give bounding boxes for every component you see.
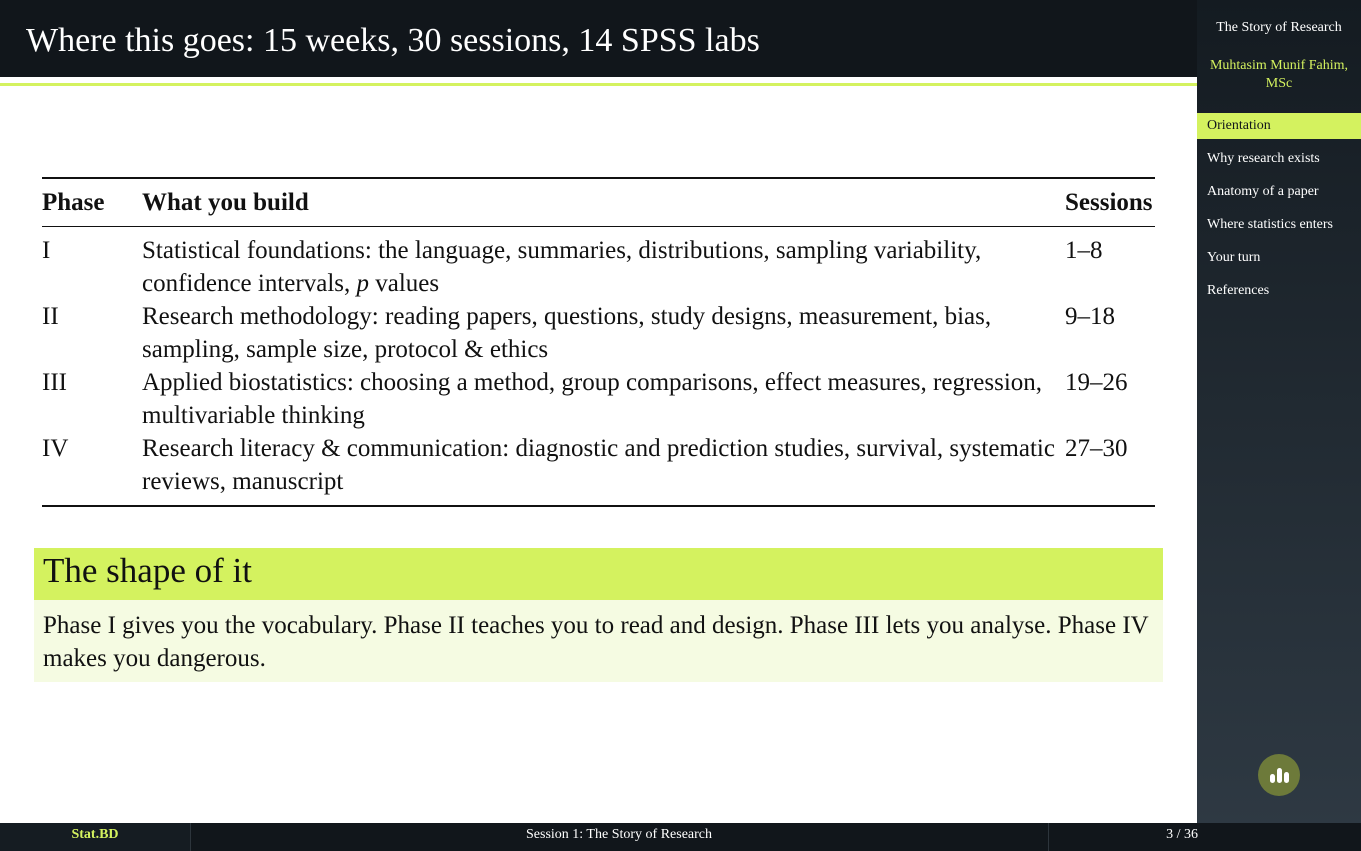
title-bar: [0, 0, 1197, 77]
sidebar-item-why-research-exists[interactable]: Why research exists: [1207, 151, 1320, 166]
phase-cell: II: [42, 303, 59, 330]
sidebar-item-anatomy-of-a-paper[interactable]: Anatomy of a paper: [1207, 184, 1319, 199]
sidebar-title: The Story of Research: [1216, 20, 1342, 35]
table-header-row: [42, 178, 1155, 227]
sessions-cell: 1–8: [1065, 237, 1103, 264]
sessions-cell: 9–18: [1065, 303, 1115, 330]
header-what-you-build: What you build: [142, 178, 1065, 227]
header-sessions: Sessions: [1065, 178, 1155, 227]
block-header: [34, 548, 1163, 600]
sidebar-item-where-statistics-enters[interactable]: Where statistics enters: [1207, 217, 1333, 232]
table-row: [42, 432, 1155, 506]
footer-page-number: 3 / 36: [1166, 827, 1198, 842]
phase-cell: III: [42, 369, 67, 396]
build-cell: [142, 227, 1065, 301]
table-row: [42, 300, 1155, 366]
build-text: Applied biostatistics: choosing a method, group comparisons, effect measures, regression, multivariable thinking: [142, 369, 1043, 429]
sidebar-item-your-turn[interactable]: Your turn: [1207, 250, 1261, 265]
sidebar-nav: [1197, 113, 1361, 311]
build-text: Statistical foundations: the language, summaries, distributions, sampling variability, confidence intervals,: [142, 237, 982, 297]
build-text: Research methodology: reading papers, questions, study designs, measurement, bias, sampling, sample size, protocol & ethics: [142, 303, 992, 363]
summary-block: [34, 548, 1163, 682]
sidebar-author: Muhtasim Munif Fahim, MSc: [1209, 58, 1349, 91]
bar-chart-icon: [1258, 754, 1300, 796]
phase-cell: I: [42, 237, 51, 264]
phase-table: [42, 177, 1155, 507]
footer: [0, 823, 1361, 851]
phase-cell: IV: [42, 435, 69, 462]
build-cell: [142, 432, 1065, 506]
sidebar-item-orientation[interactable]: Orientation: [1197, 113, 1361, 139]
table-row: [42, 366, 1155, 432]
header-phase: Phase: [42, 178, 142, 227]
block-title: The shape of it: [43, 551, 252, 590]
footer-brand: Stat.BD: [0, 823, 191, 851]
footer-session-title: Session 1: The Story of Research: [190, 823, 1049, 851]
build-italic: p: [356, 270, 369, 297]
build-cell: [142, 300, 1065, 366]
sidebar-item-references[interactable]: References: [1207, 283, 1270, 298]
build-text-after: values: [369, 270, 440, 297]
build-text: Research literacy & communication: diagnostic and prediction studies, survival, systematic reviews, manuscript: [142, 435, 1055, 495]
block-body: Phase I gives you the vocabulary. Phase II teaches you to read and design. Phase III lets you analyse. Phase IV makes you dangerous.: [34, 600, 1163, 682]
sessions-cell: 19–26: [1065, 369, 1128, 396]
table-row: [42, 227, 1155, 301]
title-rule: [0, 83, 1197, 86]
slide-title: Where this goes: 15 weeks, 30 sessions, 14 SPSS labs: [26, 22, 760, 59]
build-cell: [142, 366, 1065, 432]
sidebar: [1197, 0, 1361, 851]
sessions-cell: 27–30: [1065, 435, 1128, 462]
